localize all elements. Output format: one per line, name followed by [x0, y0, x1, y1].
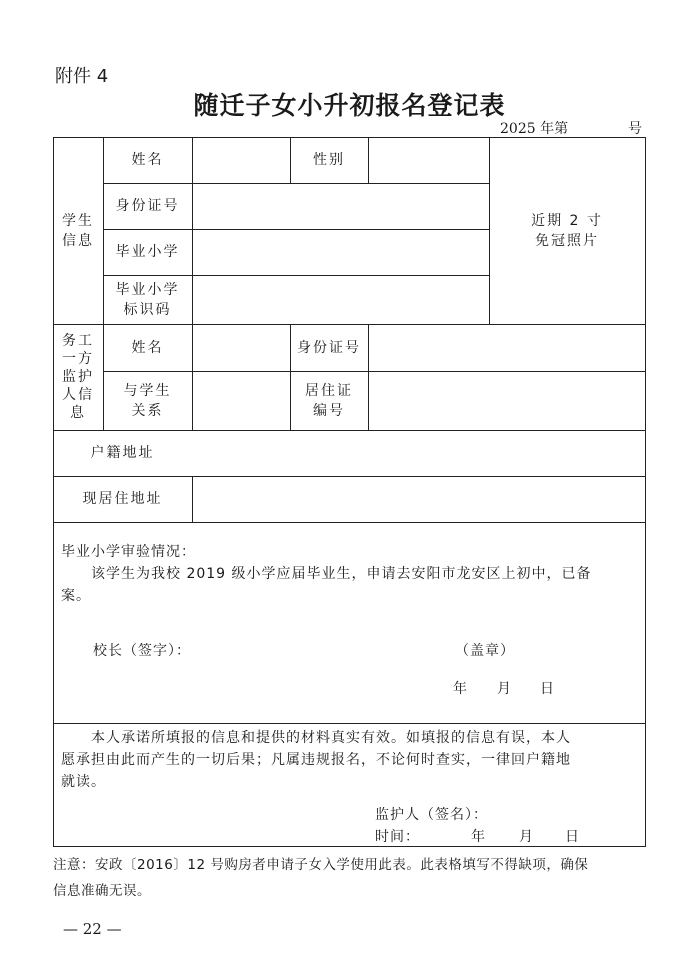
grid-line — [53, 723, 646, 724]
guardian-signature-label: 监护人（签名）： — [375, 807, 488, 823]
seal-label: （盖章） — [455, 643, 515, 659]
permit-field[interactable] — [368, 371, 645, 430]
guardian-name-field[interactable] — [192, 324, 290, 371]
review-body-line2: 案。 — [61, 588, 91, 604]
student-gender-label: 性别 — [313, 152, 345, 168]
pledge-date-month: 月 — [519, 829, 534, 845]
relation-label — [103, 371, 192, 430]
photo-box — [489, 137, 645, 324]
guardian-section-label-line4: 人信 — [62, 387, 94, 403]
footnote-line1: 注意：安政〔2016〕12 号购房者申请子女入学使用此表。此表格填写不得缺项，确保 — [53, 857, 589, 873]
review-date-year: 年 — [453, 681, 468, 697]
review-heading: 毕业小学审验情况： — [61, 544, 196, 560]
review-date-day: 日 — [540, 681, 555, 697]
border-bottom — [53, 846, 646, 847]
school-code-label-line1: 毕业小学 — [115, 281, 180, 298]
form-title: 随迁子女小升初报名登记表 — [193, 91, 506, 120]
student-section-label-line2: 信息 — [62, 232, 94, 249]
serial-prefix: 2025 年第 — [500, 121, 569, 137]
relation-label-line2: 关系 — [131, 402, 164, 419]
school-code-label-line2: 标识码 — [123, 301, 172, 318]
relation-label-line1: 与学生 — [123, 382, 172, 399]
pledge-line3: 就读。 — [61, 774, 106, 790]
guardian-name-label: 姓名 — [131, 339, 164, 356]
household-address-field[interactable] — [192, 430, 645, 476]
guardian-section-label-line2: 一方 — [62, 351, 94, 367]
photo-label-line2: 免冠照片 — [535, 232, 599, 249]
permit-label — [290, 371, 368, 430]
guardian-section-label-line5: 息 — [70, 405, 86, 421]
student-section-label-line1: 学生 — [62, 212, 94, 229]
serial-suffix: 号 — [628, 121, 642, 137]
student-name-field[interactable] — [192, 137, 290, 183]
attachment-label: 附件 4 — [55, 66, 109, 87]
student-id-label: 身份证号 — [115, 198, 180, 214]
current-address-label: 现居住地址 — [82, 491, 163, 507]
guardian-section-label — [53, 324, 103, 430]
student-name-label: 姓名 — [131, 152, 164, 168]
review-date-month: 月 — [497, 681, 512, 697]
household-address-label: 户籍地址 — [90, 445, 155, 461]
guardian-section-label-line3: 监护 — [62, 369, 94, 385]
guardian-section-label-line1: 务工 — [62, 333, 94, 349]
guardian-id-label: 身份证号 — [297, 339, 361, 356]
pledge-line2: 愿承担由此而产生的一切后果；凡属违规报名，不论何时查实，一律回户籍地 — [61, 752, 571, 768]
permit-label-line1: 居住证 — [305, 382, 353, 399]
photo-label-line1: 近期 2 寸 — [531, 212, 603, 229]
footnote-line2: 信息准确无误。 — [53, 883, 151, 899]
pledge-date-day: 日 — [565, 829, 580, 845]
relation-field[interactable] — [192, 371, 290, 430]
pledge-time-label: 时间： — [375, 829, 420, 845]
grid-line — [53, 522, 646, 523]
border-right — [645, 137, 646, 847]
student-gender-field[interactable] — [368, 137, 489, 183]
student-section-label — [53, 137, 103, 324]
pledge-line1: 本人承诺所填报的信息和提供的材料真实有效。如填报的信息有误，本人 — [91, 730, 571, 746]
school-code-label — [103, 275, 192, 324]
school-field[interactable] — [192, 229, 489, 275]
student-id-field[interactable] — [192, 183, 489, 229]
page-number: — 22 — — [63, 920, 122, 938]
guardian-id-field[interactable] — [368, 324, 645, 371]
footnote — [53, 852, 653, 904]
principal-signature-label: 校长（签字）： — [93, 643, 191, 659]
current-address-field[interactable] — [192, 476, 645, 522]
school-code-field[interactable] — [192, 275, 489, 324]
review-body-line1: 该学生为我校 2019 级小学应届毕业生，申请去安阳市龙安区上初中，已备 — [91, 566, 592, 582]
school-label: 毕业小学 — [115, 244, 180, 260]
permit-label-line2: 编号 — [313, 402, 345, 419]
pledge-date-year: 年 — [471, 829, 486, 845]
registration-form — [53, 137, 646, 847]
